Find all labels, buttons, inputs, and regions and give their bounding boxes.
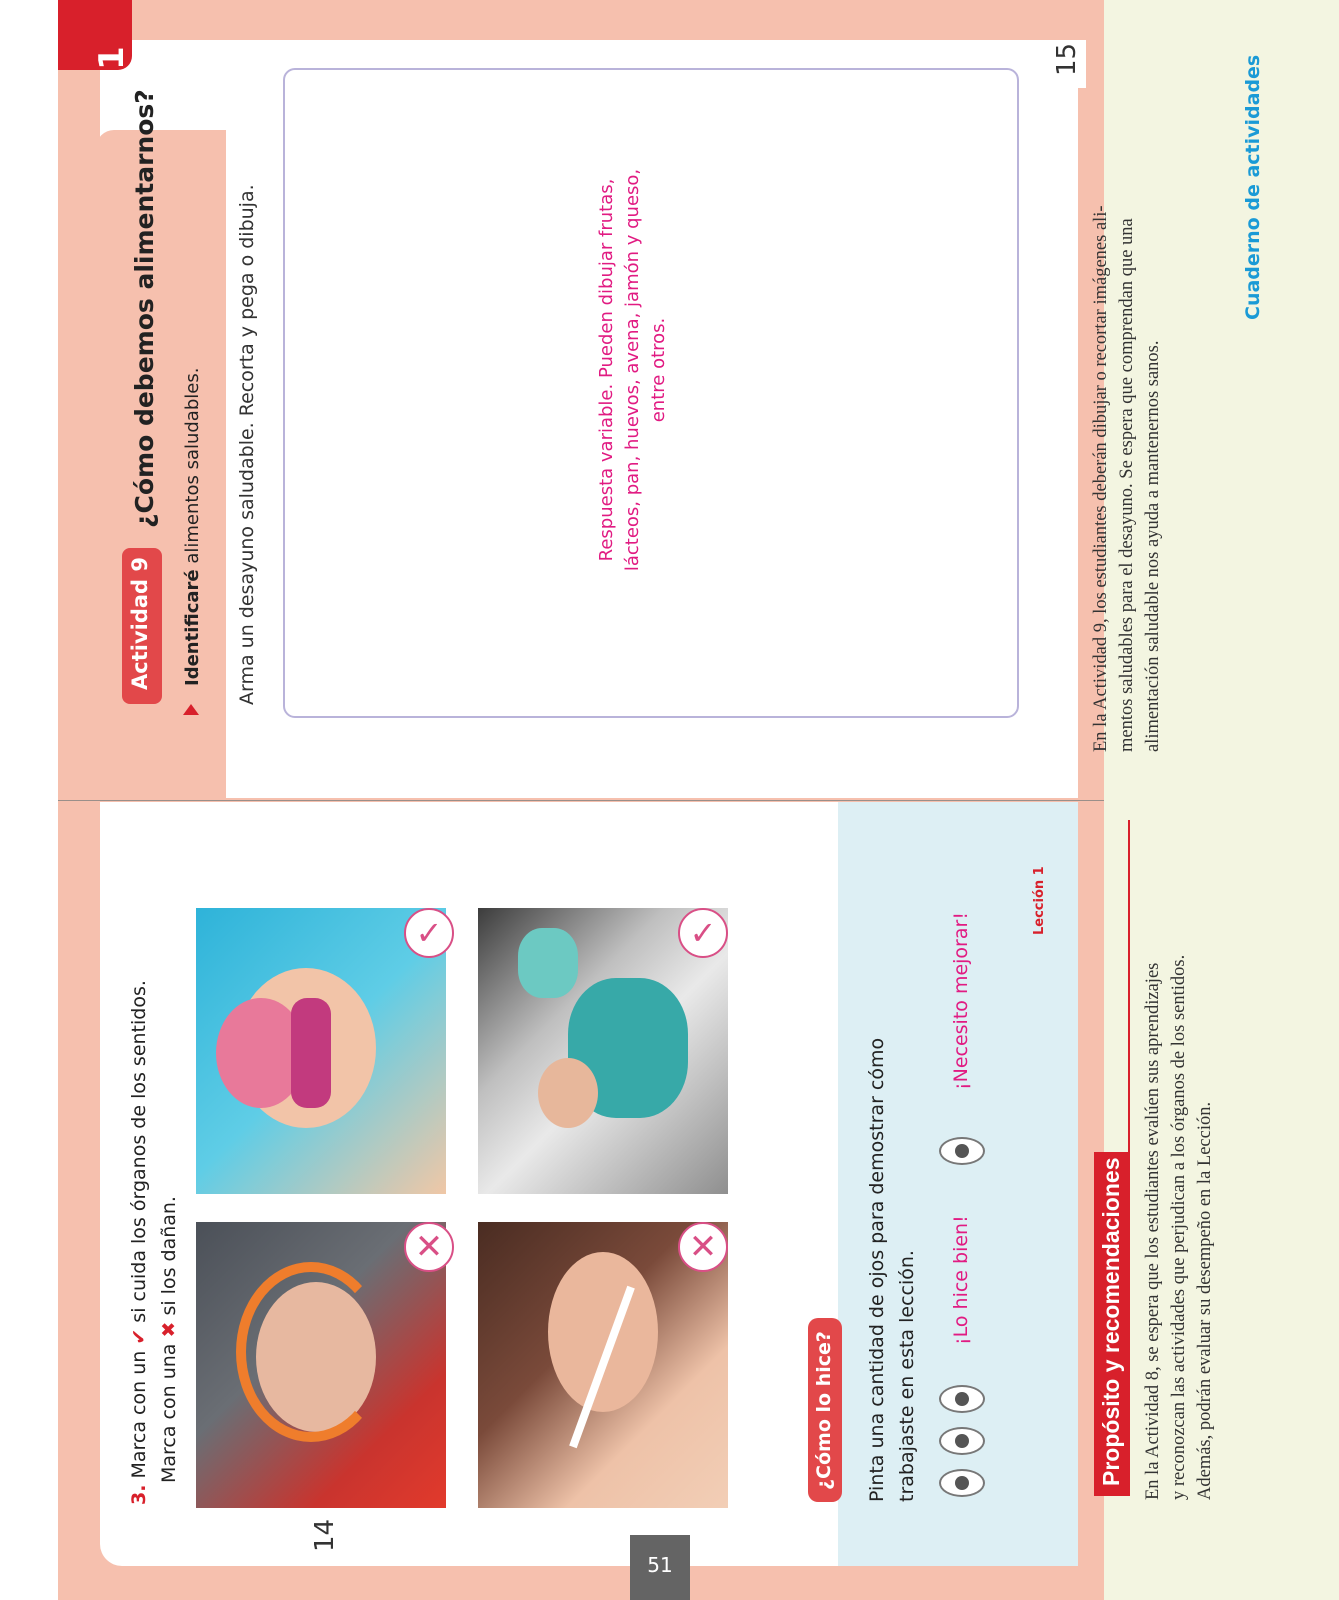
self-eval-instruction [862,1038,922,1502]
unit-tab [58,0,132,70]
objective-bold: Identificaré [182,569,203,686]
mark-glyph: ✕ [414,1227,444,1267]
sunglasses-shape [291,998,331,1108]
cross-icon: ✖ [158,1321,180,1338]
guide-line: mentos saludables para el desayuno. Se espera que comprendan que una [1117,218,1137,752]
eye-icon[interactable] [939,1427,985,1455]
eye-icon[interactable] [939,1137,985,1165]
triangle-bullet-icon [183,704,199,715]
answer-line: entre otros. [648,317,669,423]
mark-cross-icon [678,1222,728,1272]
guide-paragraph-2 [1088,205,1166,752]
section-title-bar [1094,1152,1128,1496]
answer-line: Respuesta variable. Pueden dibujar frutas, [596,178,617,562]
lesson-label: Lección 1 [1032,866,1047,935]
mark-check-icon [678,908,728,958]
self-eval-badge [808,1318,842,1502]
objective-rest: alimentos saludables. [182,367,203,570]
activity-badge [122,548,162,704]
page-number-box [302,1510,346,1560]
page-number-box [1046,40,1086,88]
answer-text [594,155,672,585]
good-label: ¡Lo hice bien! [950,1215,972,1345]
activity-title: ¿Cómo debemos alimentarnos? [130,89,159,528]
guide-line: En la Actividad 8, se espera que los estudiantes evalúen sus aprendizajes [1143,962,1163,1500]
workbook-link[interactable]: Cuaderno de actividades [1242,54,1264,320]
activity-label: Actividad 9 [128,557,152,690]
self-eval-line: Pinta una cantidad de ojos para demostrar cómo [866,1037,888,1502]
mark-glyph: ✕ [688,1227,718,1267]
mark-glyph: ✓ [689,914,717,952]
guide-line: Además, podrán evaluar su desempeño en la Lección. [1195,1101,1215,1500]
mark-check-icon [404,908,454,958]
page-number: 14 [310,1518,340,1552]
mark-glyph: ✓ [415,914,443,952]
eye-icon[interactable] [939,1385,985,1413]
page-number: 15 [1052,42,1082,76]
unit-number: 1 [92,46,132,70]
question-line2-a: Marca con una [158,1337,180,1483]
self-eval-label: ¿Cómo lo hice? [813,1331,835,1490]
eye-icon[interactable] [939,1469,985,1497]
answer-line: lácteos, pan, huevos, avena, jamón y queso, [622,168,643,572]
section-title-rule [1128,820,1130,1496]
left-margin [0,0,58,1600]
section-title: Propósito y recomendaciones [1098,1157,1124,1486]
improve-label: ¡Necesito mejorar! [950,912,972,1090]
page-marker: 51 [630,1535,690,1600]
ear-shape [548,1252,658,1412]
question-number: 3. [128,1484,150,1505]
headphones-shape [236,1262,386,1442]
guide-line: alimentación saludable nos ayuda a mantenernos sanos. [1143,340,1163,752]
question-line2-b: si los dañan. [158,1196,180,1322]
self-eval-line: trabajaste en esta lección. [896,1250,918,1502]
guide-line: y reconozcan las actividades que perjudican a los órganos de los sentidos. [1169,954,1189,1500]
check-icon: ✔ [128,1328,150,1345]
question-line1-b: si cuida los órganos de los sentidos. [128,980,150,1329]
question-line1-a: Marca con un [128,1344,150,1479]
question-text [124,980,184,1505]
guide-paragraph-1 [1140,955,1218,1500]
oven-mitt-shape [518,928,578,998]
mark-cross-icon [404,1222,454,1272]
objective-text [182,368,203,686]
page-gutter [58,800,1104,801]
instruction-text: Arma un desayuno saludable. Recorta y pega o dibuja. [236,184,258,705]
face-shape [538,1058,598,1128]
guide-line: En la Actividad 9, los estudiantes deberán dibujar o recortar imágenes ali- [1091,205,1111,752]
